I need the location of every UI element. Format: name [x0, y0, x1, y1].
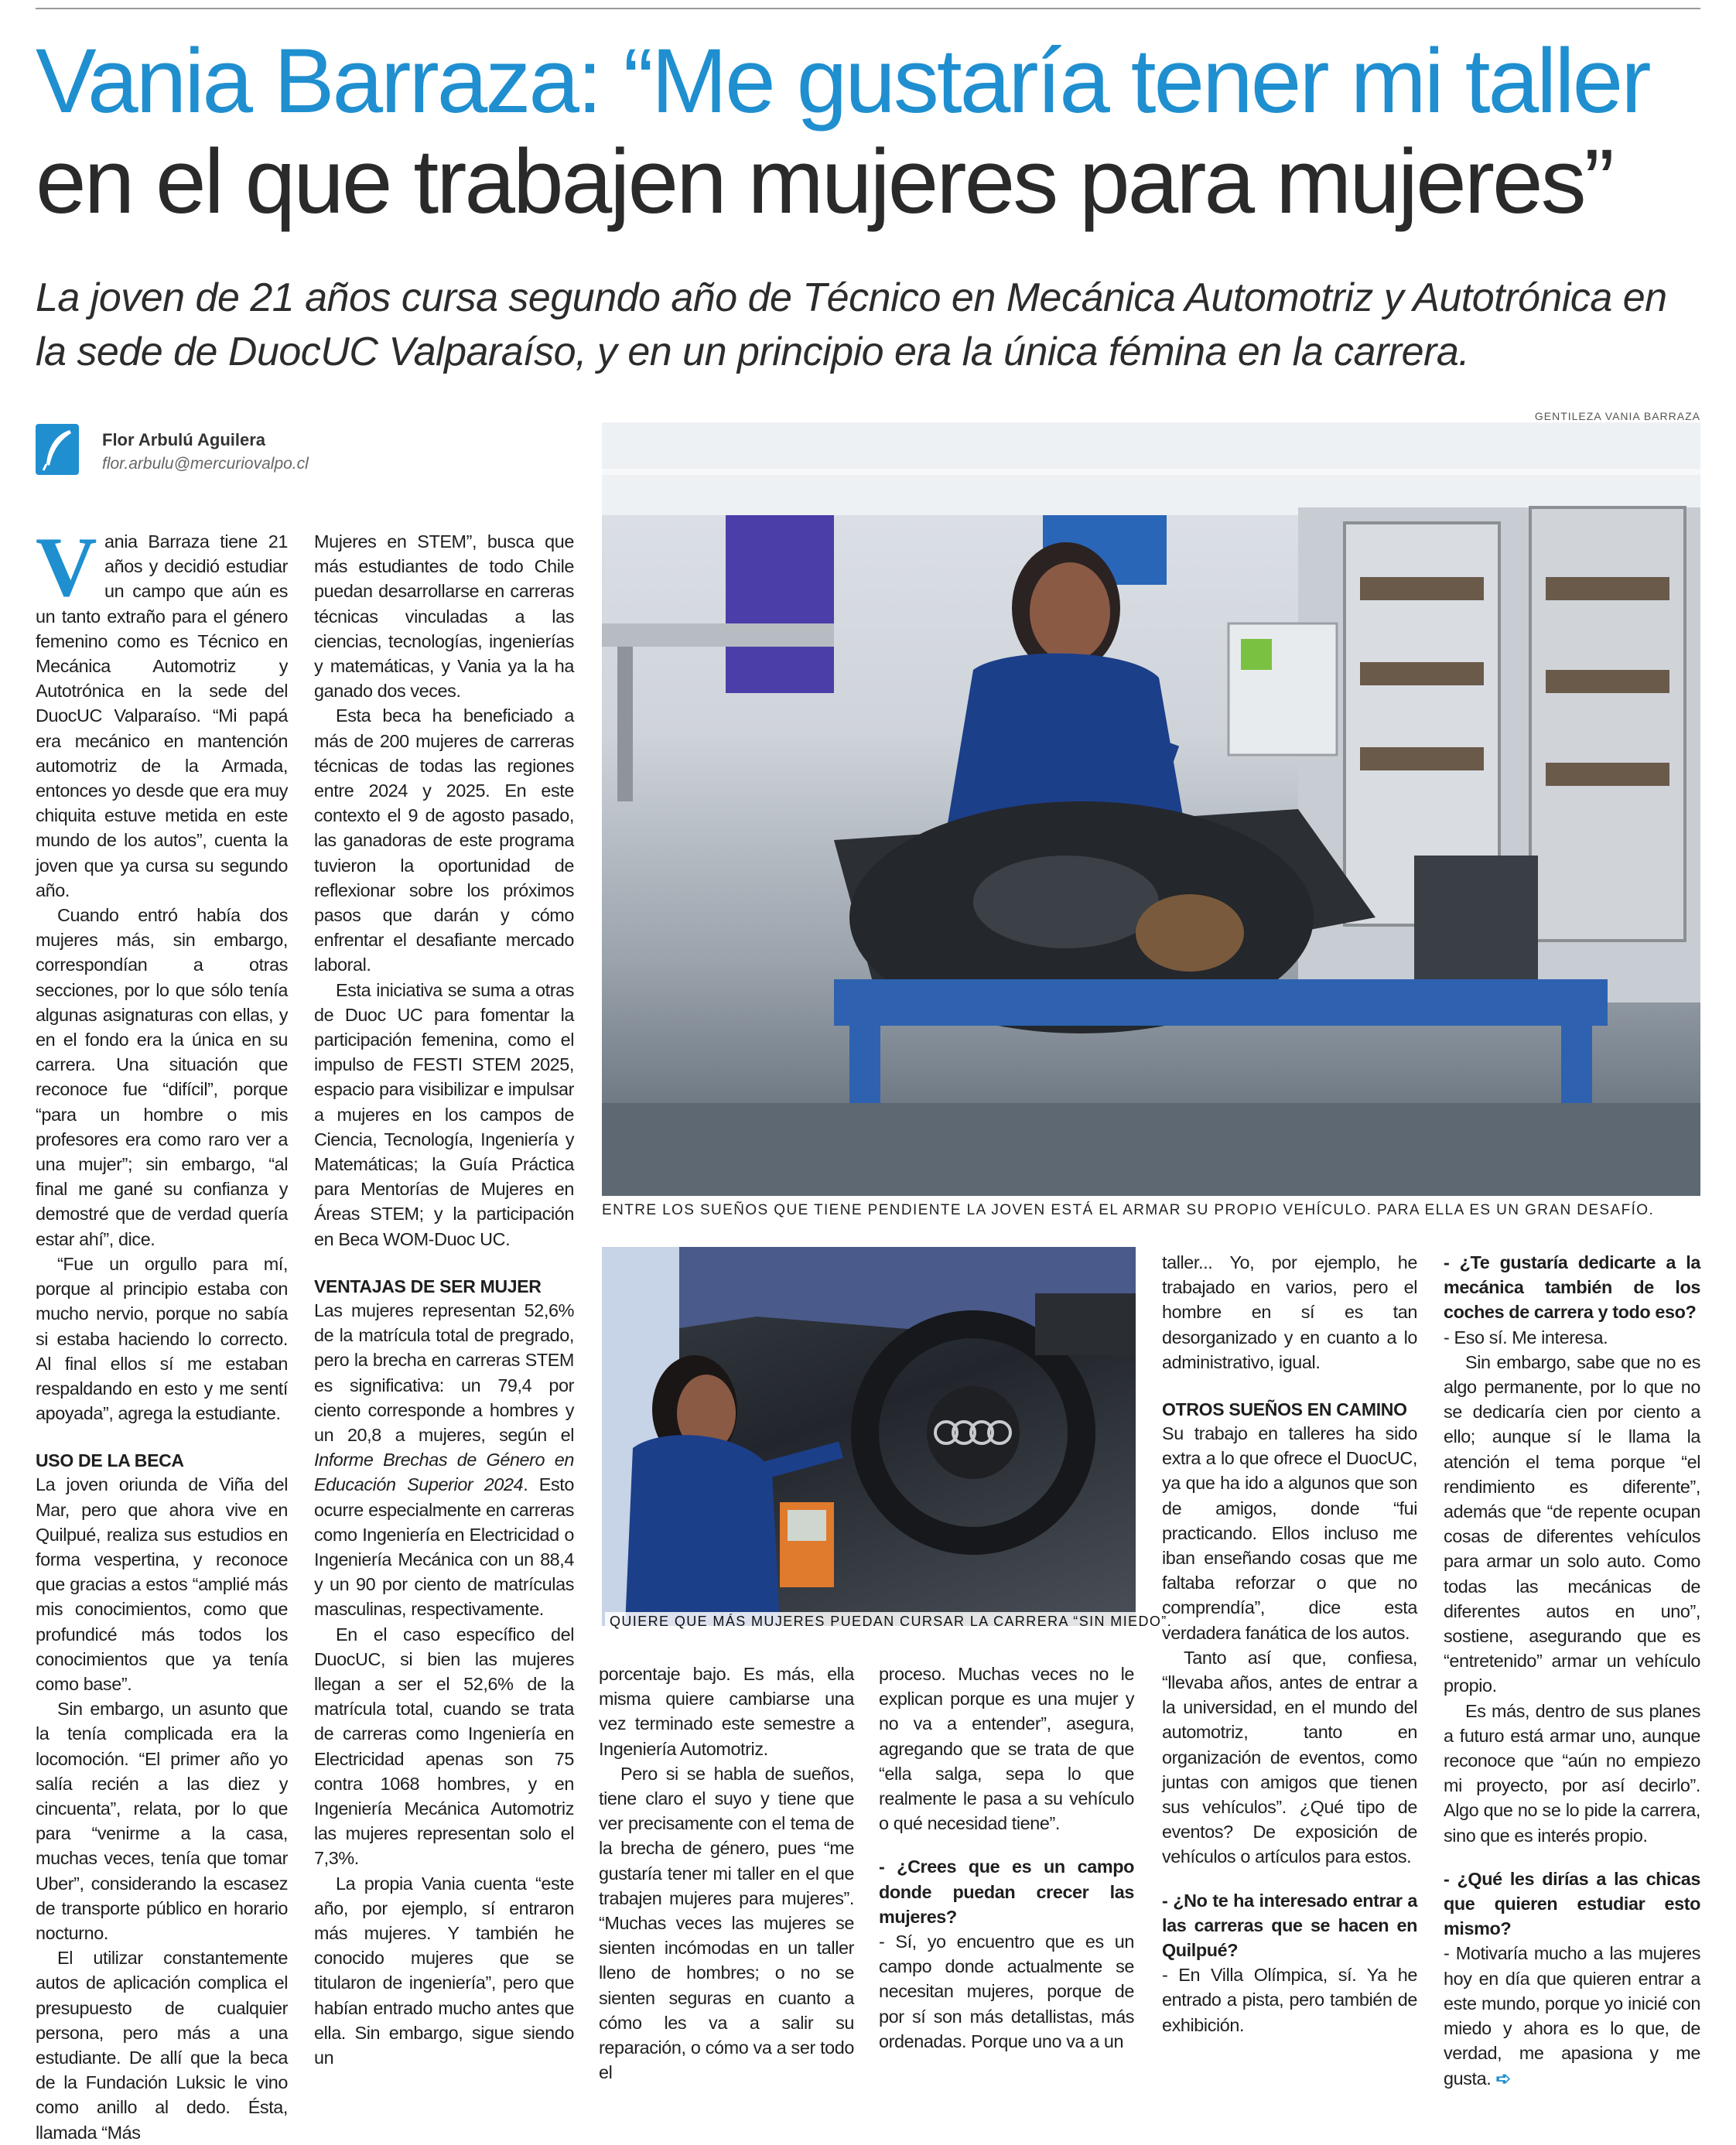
car-interior-photo [602, 1247, 1136, 1626]
interview-answer: - En Villa Olímpica, sí. Ya he entrado a pista, pero también de exhibición. [1162, 1965, 1417, 2035]
paragraph: porcentaje bajo. Es más, ella misma quiere cambiarse una vez terminado este semestre a Ingeniería Automotriz. [599, 1664, 854, 1759]
photo-caption-2: QUIERE QUE MÁS MUJERES PUEDAN CURSAR LA CARRERA “SIN MIEDO”. [605, 1612, 1177, 1631]
section-heading-suenos: OTROS SUEÑOS EN CAMINO [1162, 1399, 1407, 1420]
byline [36, 424, 345, 480]
paragraph: taller... Yo, por ejemplo, he trabajado en varios, pero el hombre en sí es tan desorganizado y en cuanto a lo administrativo, igual. [1162, 1252, 1417, 1372]
end-arrow-icon: ➪ [1495, 2068, 1511, 2089]
article-column-5 [1162, 1250, 1417, 2037]
article-column-4 [879, 1662, 1134, 2054]
paragraph: proceso. Muchas veces no le explican porque es una mujer y no va a entender”, asegura, agregando que se trata de que “ella salga, sepa lo que realmente le pasa a su vehículo o qué necesidad tiene”. [879, 1664, 1134, 1834]
paragraph: Pero si se habla de sueños, tiene claro el suyo y tiene que ver precisamente con el tema de la brecha de género, pues “me gustaría tener mi taller en el que trabajen mujeres para mujeres”. “Muchas veces las mujeres se sienten incómodas en un taller lleno de hombres; o no se sienten seguras en cuanto a cómo les va a salir su reparación, o cómo va a ser todo el [599, 1763, 854, 2083]
paragraph: Esta beca ha beneficiado a más de 200 mujeres de carreras técnicas de todas las regiones entre 2024 y 2025. En este contexto el 9 de agosto pasado, las ganadoras de este programa tuvieron la oportunidad de reflexionar sobre los próximos pasos que darán y cómo enfrentar el desafiante mercado laboral. [314, 705, 574, 975]
paragraph: Tanto así que, confiesa, “llevaba años, antes de entrar a la universidad, en el mundo del automotriz, tanto en organización de eventos, como juntas con amigos que tienen sus vehículos”. ¿Qué tipo de eventos? De exposición de vehículos o artículos para estos. [1162, 1647, 1417, 1867]
headline-line-2: en el que trabajen mujeres para mujeres” [36, 131, 1612, 233]
photo-caption-1: ENTRE LOS SUEÑOS QUE TIENE PENDIENTE LA JOVEN ESTÁ EL ARMAR SU PROPIO VEHÍCULO. PARA ELLA ES UN GRAN DESAFÍO. [602, 1202, 1655, 1218]
workshop-photo [602, 422, 1700, 1196]
paragraph: Las mujeres representan 52,6% de la matrícula total de pregrado, pero la brecha en carreras STEM es significativa: un 79,4 por ciento corresponde a hombres y un 20,8 a mujeres, según el Informe Brechas de Género en Educación Superior 2024. Esto ocurre especialmente en carreras como Ingeniería en Electricidad o Ingeniería Mecánica con un 88,4 y un 90 por ciento de matrículas masculinas, respectivamente. [314, 1300, 574, 1620]
interview-answer: - Sí, yo encuentro que es un campo donde actualmente se necesitan mujeres, porque de por sí son más detallistas, más ordenadas. Porque uno va a un [879, 1932, 1134, 2051]
paragraph: Cuando entró había dos mujeres más, sin embargo, correspondían a otras secciones, por lo que sólo tenía algunas asignaturas con ellas, y en el fondo era la única en su carrera. Una situación que reconoce fue “difícil”, porque “para un hombre o mis profesores era como raro ver a una mujer”; sin embargo, “al final me gané su confianza y demostré que de verdad quería estar ahí”, dice. [36, 905, 288, 1249]
paragraph: Sin embargo, un asunto que la tenía complicada era la locomoción. “El primer año yo salía recién a las diez y cincuenta”, relata, por lo que para “venirme a la casa, muchas veces, tenía que tomar Uber”, considerando la escasez de transporte público en horario nocturno. [36, 1699, 288, 1943]
article-column-6 [1444, 1250, 1700, 2091]
photo-credit: GENTILEZA VANIA BARRAZA [1534, 410, 1700, 422]
interview-question: - ¿Crees que es un campo donde puedan crecer las mujeres? [879, 1856, 1134, 1927]
quill-icon [36, 424, 79, 475]
paragraph: La joven oriunda de Viña del Mar, pero que ahora vive en Quilpué, realiza sus estudios en forma vespertina, y reconoce que gracias a estos “amplié más mis conocimientos, como que profundicé más todos los conocimientos que ya tenía como base”. [36, 1474, 288, 1694]
article-column-3 [599, 1662, 854, 2085]
paragraph: Mujeres en STEM”, busca que más estudiantes de todo Chile puedan desarrollarse en carreras técnicas vinculadas a las ciencias, tecnologías, ingenierías y matemáticas, y Vania ya la ha ganado dos veces. [314, 531, 574, 702]
subheadline: La joven de 21 años cursa segundo año de Técnico en Mecánica Automotriz y Autotrónica en la sede de DuocUC Valparaíso, y en un principio era la única fémina en la carrera. [36, 275, 1667, 374]
interview-question: - ¿No te ha interesado entrar a las carreras que se hacen en Quilpué? [1162, 1890, 1417, 1961]
paragraph: Su trabajo en talleres ha sido extra a lo que ofrece el DuocUC, ya que ha ido a algunos que son de amigos, donde “fui practicando. Ellos incluso me iban enseñando cosas que me faltaba reforzar o que no comprendía”, dice esta verdadera fanática de los autos. [1162, 1423, 1417, 1643]
interview-question: - ¿Te gustaría dedicarte a la mecánica también de los coches de carrera y todo eso? [1444, 1252, 1700, 1323]
interview-question: - ¿Qué les dirías a las chicas que quieren estudiar esto mismo? [1444, 1868, 1700, 1939]
top-rule [36, 8, 1700, 9]
author-email[interactable]: flor.arbulu@mercuriovalpo.cl [102, 455, 309, 473]
article-column-2 [314, 529, 574, 2070]
paragraph: La propia Vania cuenta “este año, por ejemplo, sí entraron más mujeres. Y también he conocido mujeres que se titularon de ingeniería”, pero que habían entrado mucho antes que ella. Sin embargo, sigue siendo un [314, 1873, 574, 2068]
paragraph: Esta iniciativa se suma a otras de Duoc UC para fomentar la participación femenina, como el impulso de FESTI STEM 2025, espacio para visibilizar e impulsar a mujeres en los campos de Ciencia, Tecnología, Ingeniería y Matemáticas; la Guía Práctica para Mentorías de Mujeres en Áreas STEM; y la participación en Beca WOM-Duoc UC. [314, 979, 574, 1249]
paragraph: “Fue un orgullo para mí, porque al principio estaba con mucho nervio, porque no sabía si estaba haciendo lo correcto. Al final ellos sí me estaban respaldando en esto y me sentí apoyada”, agrega la estudiante. [36, 1253, 288, 1424]
paragraph: Sin embargo, sabe que no es algo permanente, por lo que no se dedicaría cien por ciento a ello; aunque sí le llama la atención el tema porque “el rendimiento es diferente”, además que “de repente ocupan cosas de diferentes vehículos para armar un solo auto. Como todas las mecánicas de diferentes autos en uno”, sostiene, asegurando que es “entretenido” armar un vehículo propio. [1444, 1351, 1700, 1696]
section-heading-beca: USO DE LA BECA [36, 1450, 184, 1471]
paragraph: Es más, dentro de sus planes a futuro está armar uno, aunque reconoce que “aún no empiezo mi proyecto, por así decirlo”. Algo que no se lo pide la carrera, sino que es interés propio. [1444, 1700, 1700, 1846]
lead-paragraph: Vania Barraza tiene 21 años y decidió estudiar un campo que aún es un tanto extraño para el género femenino como es Técnico en Mecánica Automotriz y Autotrónica en la sede del DuocUC Valparaíso. “Mi papá era mecánico en mantención automotriz de la Armada, entonces yo desde que era muy chiquita estuve metida en este mundo de los autos”, cuenta la joven que ya cursa su segundo año. [36, 520, 288, 900]
interview-answer: - Motivaría mucho a las mujeres hoy en día que quieren entrar a este mundo, porque yo inicié con miedo y ahora es lo que, de verdad, me apasiona y me gusta. ➪ [1444, 1943, 1700, 2089]
section-heading-ventajas: VENTAJAS DE SER MUJER [314, 1276, 542, 1296]
paragraph: El utilizar constantemente autos de aplicación complica el presupuesto de cualquier persona, pero más a una estudiante. De allí que la beca de la Fundación Luksic le vino como anillo al dedo. Ésta, llamada “Más [36, 1948, 288, 2143]
author-name: Flor Arbulú Aguilera [102, 430, 266, 449]
dropcap: V [36, 520, 97, 614]
paragraph: En el caso específico del DuocUC, si bien las mujeres llegan a ser el 52,6% de la matrícula total, cuando se trata de carreras como Ingeniería en Electricidad apenas son 75 contra 1068 hombres, y en Ingeniería Mecánica Automotriz las mujeres representan solo el 7,3%. [314, 1624, 574, 1869]
article-column-1 [36, 520, 288, 2145]
interview-answer: - Eso sí. Me interesa. [1444, 1327, 1608, 1347]
headline-line-1: Vania Barraza: “Me gustaría tener mi taller [36, 30, 1649, 132]
